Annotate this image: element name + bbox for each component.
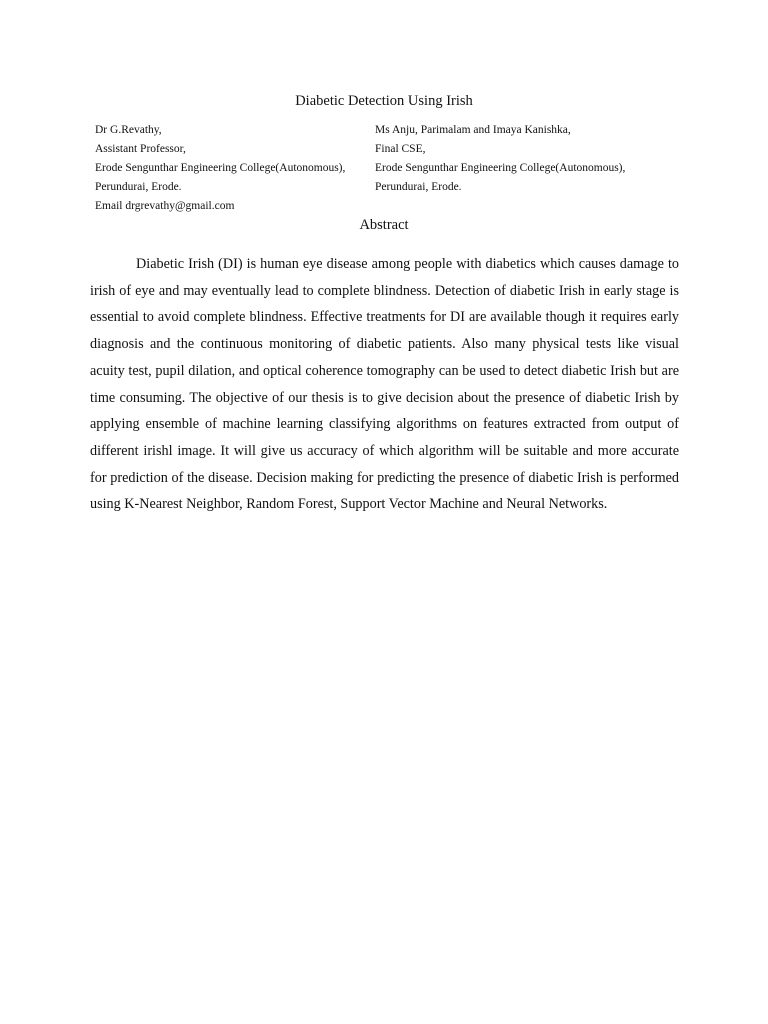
author-left-email: Email drgrevathy@gmail.com <box>95 200 235 212</box>
paper-title: Diabetic Detection Using Irish <box>295 93 473 109</box>
abstract-paragraph: Diabetic Irish (DI) is human eye disease among people with diabetics which causes damage to irish of eye and may eventually lead to complete blindness. Detection of diabetic Irish in early stage is essential to avoid complete blindness. Effective treatments for DI are available though it requires early diagnosis and the continuous monitoring of diabetic patients. Also many physical tests like visual acuity test, pupil dilation, and optical coherence tomography can be used to detect diabetic Irish but are time consuming. The objective of our thesis is to give decision about the presence of diabetic Irish by applying ensemble of machine learning classifying algorithms on features extracted from output of different irishl image. It will give us accuracy of which algorithm will be suitable and more accurate for prediction of the disease. Decision making for predicting the presence of diabetic Irish is performed using K-Nearest Neighbor, Random Forest, Support Vector Machine and Neural Networks. <box>90 256 679 513</box>
author-left-location: Perundurai, Erode. <box>95 181 182 193</box>
author-right-position: Final CSE, <box>375 143 426 155</box>
author-left <box>95 121 345 216</box>
author-right-names: Ms Anju, Parimalam and Imaya Kanishka, <box>375 124 571 136</box>
author-left-name: Dr G.Revathy, <box>95 124 162 136</box>
author-right-institution: Erode Sengunthar Engineering College(Autonomous), <box>375 162 626 174</box>
author-right <box>375 121 625 197</box>
author-left-institution: Erode Sengunthar Engineering College(Autonomous), <box>95 162 346 174</box>
abstract-heading: Abstract <box>359 217 409 233</box>
author-left-position: Assistant Professor, <box>95 143 186 155</box>
author-right-location: Perundurai, Erode. <box>375 181 462 193</box>
